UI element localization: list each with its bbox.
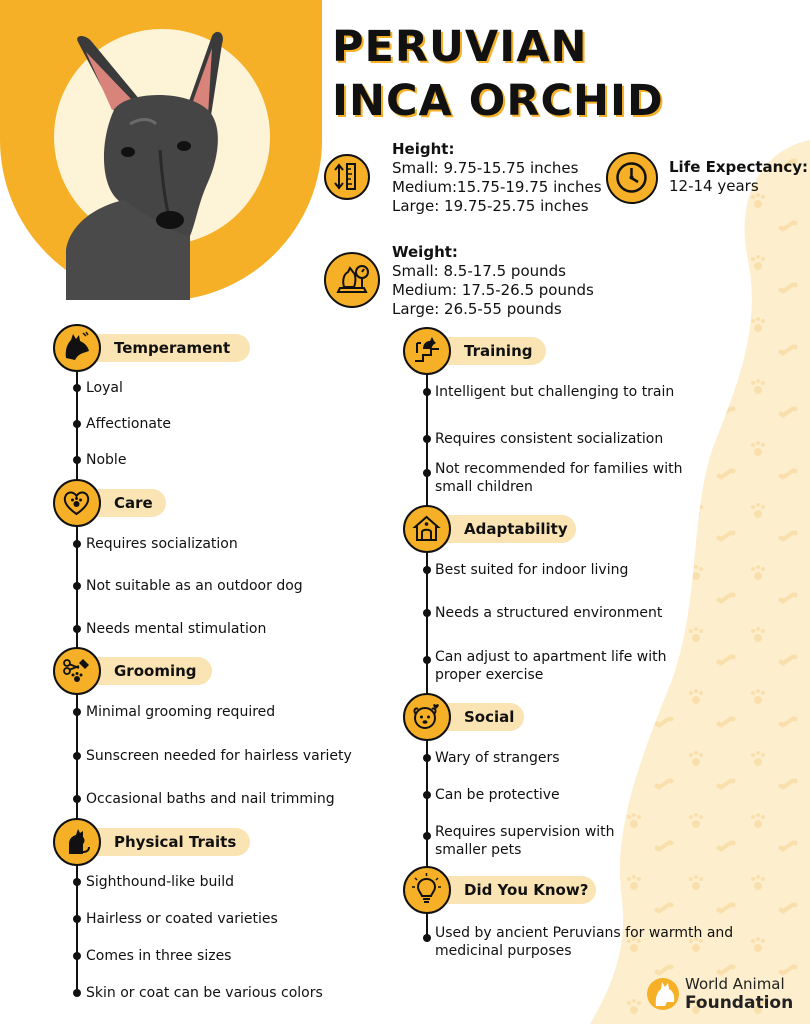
bullet: [73, 989, 81, 997]
training-item-2: Requires consistent socialization: [435, 431, 664, 447]
bullet: [73, 420, 81, 428]
grooming-badge: [53, 647, 101, 695]
social-item-3: Requires supervision with smaller pets: [435, 824, 615, 858]
hero-dog-portrait: [0, 0, 322, 300]
temperament-item-1: Loyal: [86, 380, 123, 396]
weight-medium: Medium: 17.5-26.5 pounds: [392, 281, 594, 299]
care-item-1: Requires socialization: [86, 536, 238, 552]
bullet: [73, 795, 81, 803]
bullet: [73, 625, 81, 633]
section-grooming-title: Grooming: [76, 657, 212, 685]
section-did-you-know-title: Did You Know?: [426, 876, 596, 904]
section-adaptability-title: Adaptability: [426, 515, 576, 543]
training-badge: [403, 327, 451, 375]
bullet: [423, 754, 431, 762]
bullet: [73, 582, 81, 590]
sitting-dog-icon: [55, 820, 98, 863]
logo-line-2: Foundation: [685, 993, 794, 1013]
bullet: [73, 915, 81, 923]
weight-stat: [392, 243, 594, 319]
dog-head-icon: [55, 326, 98, 369]
bullet: [423, 388, 431, 396]
bullet: [73, 708, 81, 716]
height-badge: [324, 154, 370, 200]
did-you-know-badge: [403, 866, 451, 914]
bullet: [423, 934, 431, 942]
section-physical-traits-title: Physical Traits: [76, 828, 250, 856]
bullet: [423, 609, 431, 617]
temperament-item-2: Affectionate: [86, 416, 172, 432]
bullet: [73, 752, 81, 760]
weight-label: Weight:: [392, 243, 458, 261]
dog-scale-icon: [326, 254, 377, 305]
grooming-item-1: Minimal grooming required: [86, 704, 276, 720]
title-line-1: PERUVIAN: [332, 22, 588, 72]
social-badge: [403, 693, 451, 741]
bullet: [73, 878, 81, 886]
foundation-dog-logo-icon: [645, 972, 681, 1012]
grooming-item-3: Occasional baths and nail trimming: [86, 791, 335, 807]
title-line-2: INCA ORCHID: [332, 76, 664, 126]
training-item-1: Intelligent but challenging to train: [435, 384, 675, 400]
social-item-2: Can be protective: [435, 787, 560, 803]
dog-house-icon: [405, 507, 448, 550]
care-badge: [53, 479, 101, 527]
height-large: Large: 19.75-25.75 inches: [392, 197, 589, 215]
physical-traits-badge: [53, 818, 101, 866]
life-expectancy-stat: [669, 158, 808, 196]
section-temperament-title: Temperament: [76, 334, 250, 362]
adaptability-badge: [403, 505, 451, 553]
section-care-title: Care: [76, 489, 166, 517]
lightbulb-icon: [405, 868, 448, 911]
life-expectancy-value: 12-14 years: [669, 177, 759, 195]
life-expectancy-label: Life Expectancy:: [669, 158, 808, 176]
temperament-item-3: Noble: [86, 452, 127, 468]
logo-line-1: World Animal: [685, 975, 785, 993]
bullet: [73, 456, 81, 464]
ruler-arrows-icon: [326, 156, 367, 197]
bullet: [73, 384, 81, 392]
dog-face-heart-icon: [405, 695, 448, 738]
care-item-2: Not suitable as an outdoor dog: [86, 578, 303, 594]
did-you-know-item-1: Used by ancient Peruvians for warmth and medicinal purposes: [435, 925, 734, 959]
height-label: Height:: [392, 140, 455, 158]
physical-traits-item-4: Skin or coat can be various colors: [86, 985, 323, 1001]
bullet: [423, 832, 431, 840]
world-animal-foundation-logo: [645, 972, 795, 1016]
heart-paw-icon: [55, 481, 98, 524]
bullet: [423, 435, 431, 443]
bullet: [423, 656, 431, 664]
section-training-title: Training: [426, 337, 546, 365]
adaptability-item-3: Can adjust to apartment life with proper exercise: [435, 649, 667, 683]
adaptability-item-2: Needs a structured environment: [435, 605, 663, 621]
weight-small: Small: 8.5-17.5 pounds: [392, 262, 566, 280]
weight-large: Large: 26.5-55 pounds: [392, 300, 562, 318]
page-title: [332, 20, 664, 128]
scissors-paw-icon: [55, 649, 98, 692]
bullet: [73, 952, 81, 960]
weight-badge: [324, 252, 380, 308]
physical-traits-item-2: Hairless or coated varieties: [86, 911, 278, 927]
dog-agility-icon: [405, 329, 448, 372]
bullet: [73, 540, 81, 548]
bullet: [423, 791, 431, 799]
clock-icon: [608, 154, 655, 201]
training-item-3: Not recommended for families with small children: [435, 461, 683, 495]
adaptability-item-1: Best suited for indoor living: [435, 562, 629, 578]
bullet: [423, 566, 431, 574]
bullet: [423, 469, 431, 477]
height-small: Small: 9.75-15.75 inches: [392, 159, 579, 177]
physical-traits-item-1: Sighthound-like build: [86, 874, 235, 890]
height-stat: [392, 140, 602, 216]
physical-traits-item-3: Comes in three sizes: [86, 948, 232, 964]
temperament-badge: [53, 324, 101, 372]
grooming-item-2: Sunscreen needed for hairless variety: [86, 748, 352, 764]
care-item-3: Needs mental stimulation: [86, 621, 267, 637]
section-social-title: Social: [426, 703, 524, 731]
height-medium: Medium:15.75-19.75 inches: [392, 178, 602, 196]
life-expectancy-badge: [606, 152, 658, 204]
social-item-1: Wary of strangers: [435, 750, 560, 766]
